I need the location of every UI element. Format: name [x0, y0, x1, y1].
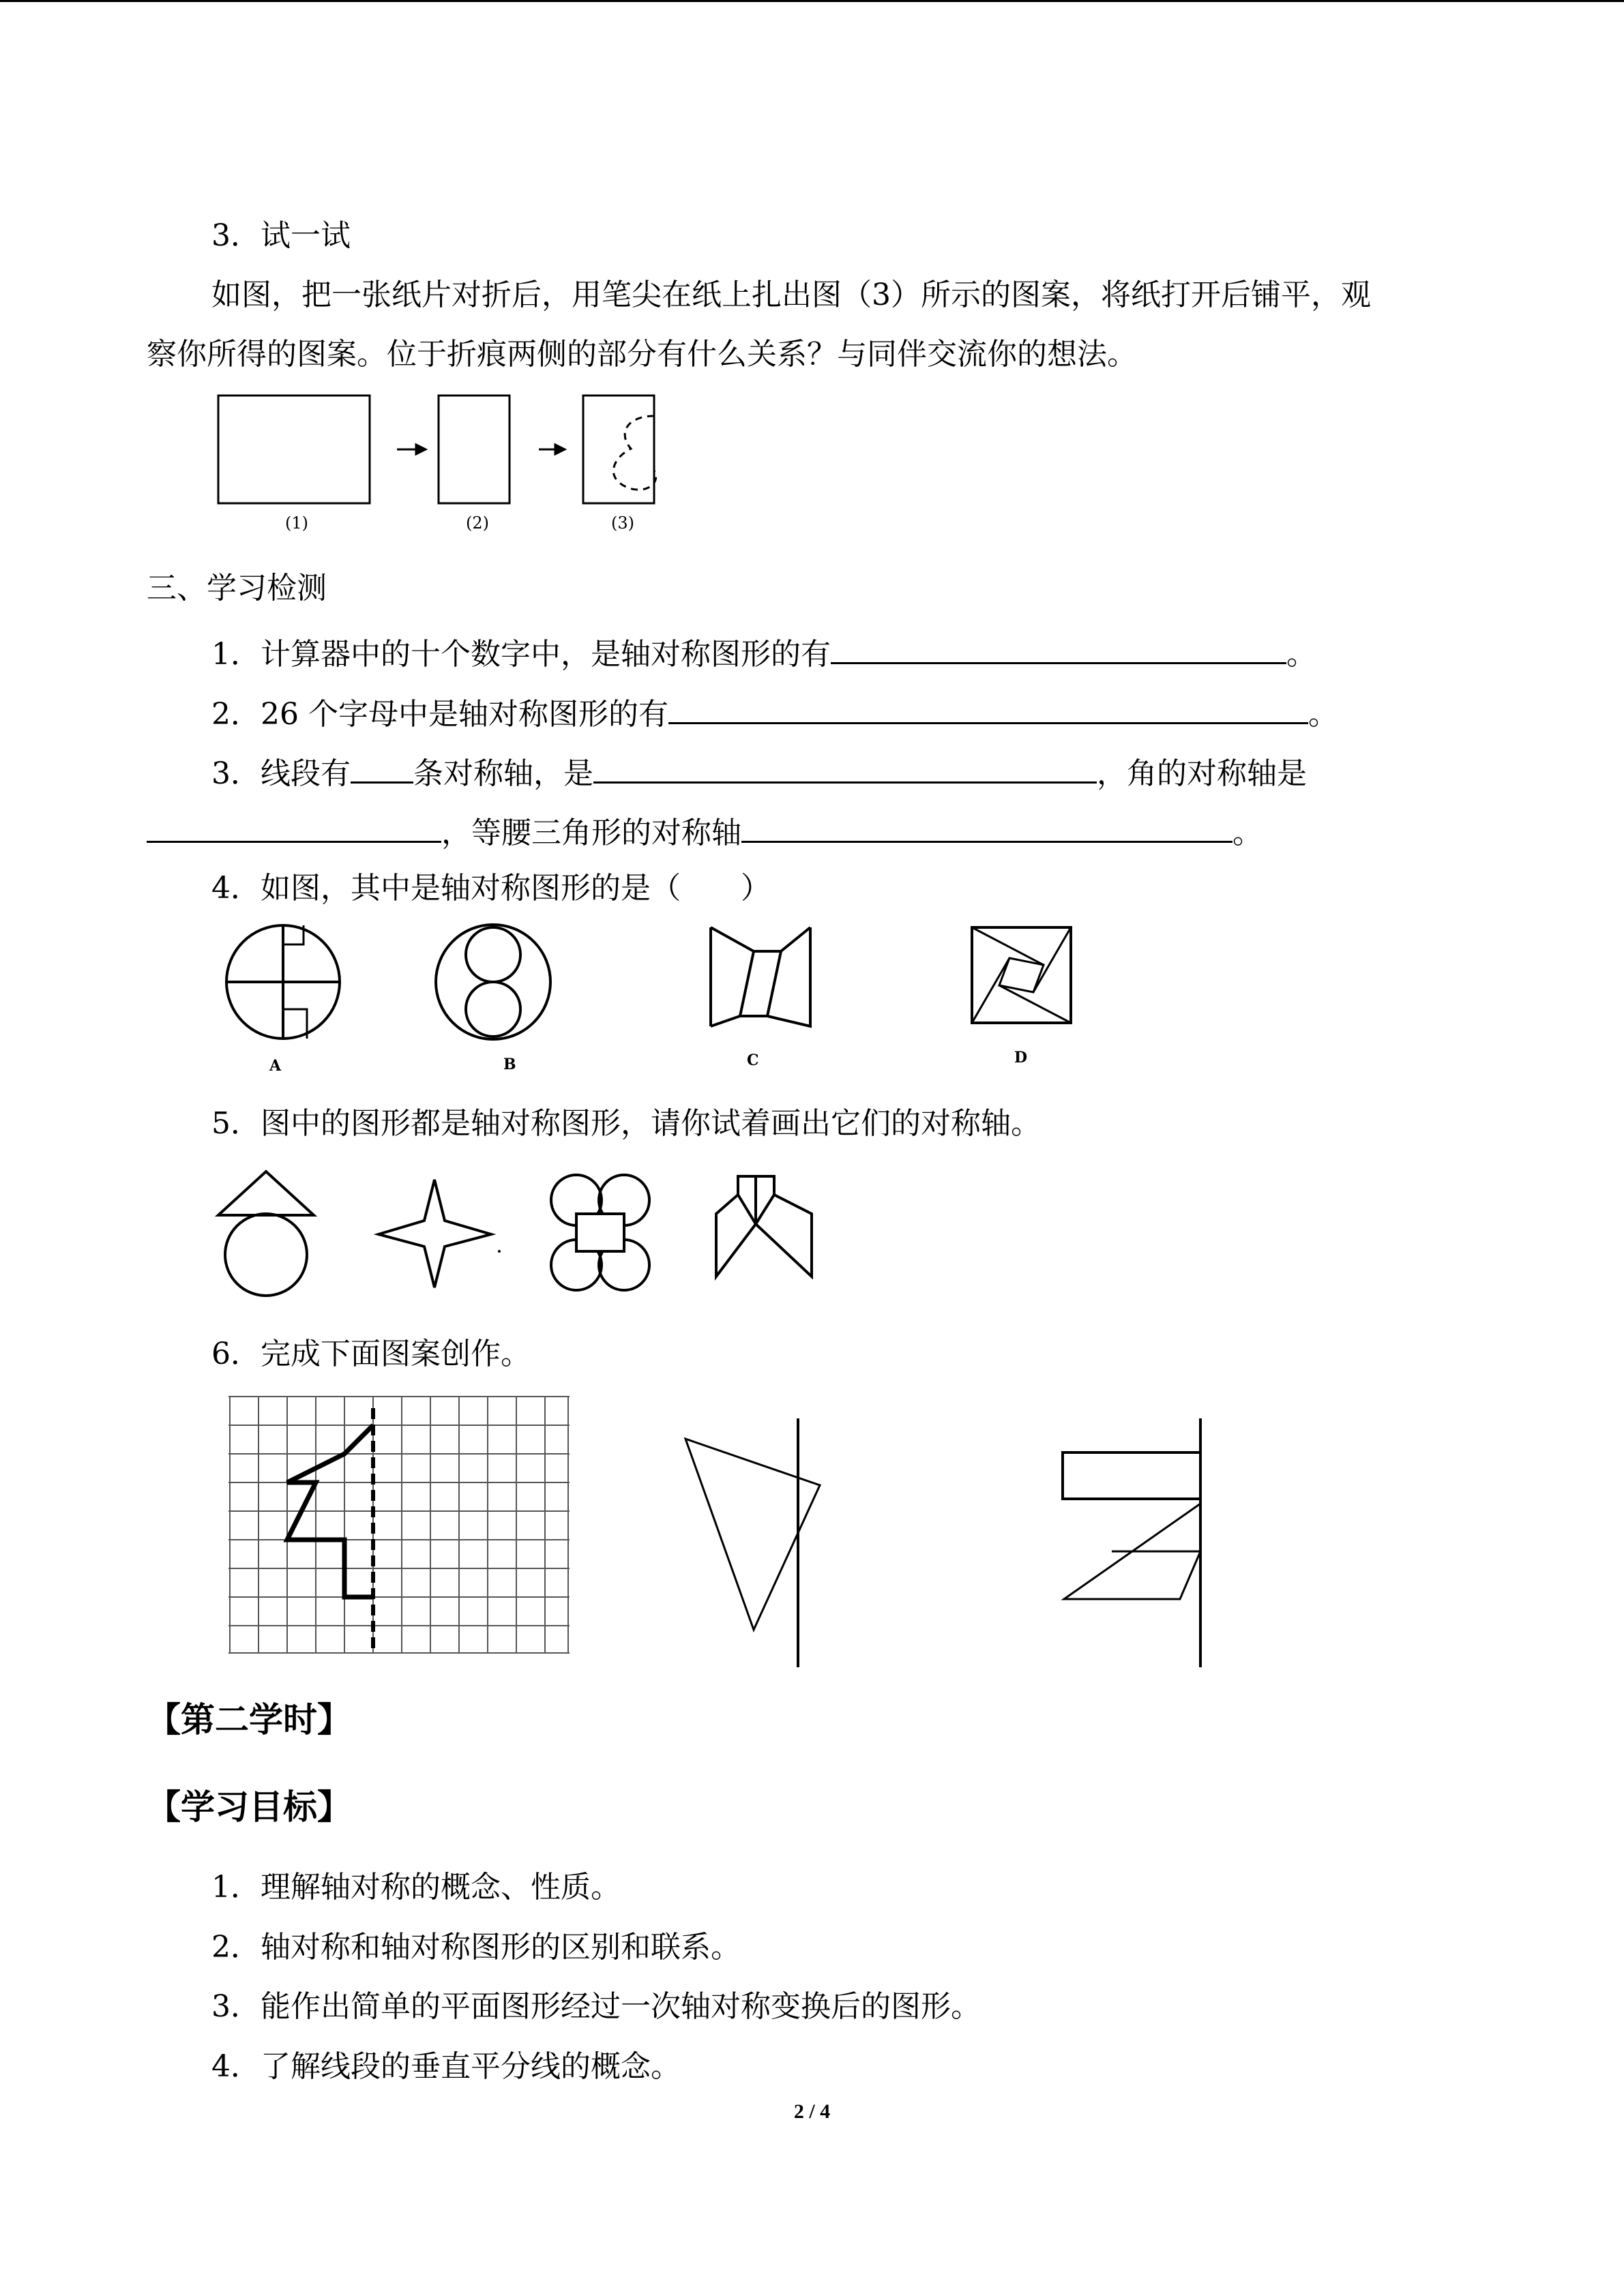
symmetric-shapes-figure [205, 1159, 832, 1302]
answer-blank-3c[interactable] [147, 809, 441, 843]
option-d-shape [972, 927, 1071, 1023]
dashed-pattern [613, 416, 655, 490]
paragraph-line-2: 察你所得的图案。位于折痕两侧的部分有什么关系？与同伴交流你的想法。 [147, 337, 1137, 372]
answer-blank-3b[interactable] [593, 750, 1097, 784]
option-a-shape [226, 925, 340, 1039]
goal-item-2: 2．轴对称和轴对称图形的区别和联系。 [211, 1930, 741, 1965]
question-3-line-1 [211, 750, 1307, 793]
four-circles-shape [551, 1175, 649, 1290]
question-2-text: 2．26 个字母中是轴对称图形的有 [211, 697, 668, 732]
rectangle [1063, 1452, 1200, 1499]
question-2 [211, 691, 1338, 734]
paper-fold-figure [205, 389, 682, 539]
question-3-part-2: 条对称轴，是 [413, 756, 593, 791]
learning-goals-heading: 【学习目标】 [147, 1787, 351, 1827]
triangle-axis-figure [668, 1398, 839, 1678]
option-c-shape [711, 927, 810, 1026]
option-label-c: C [747, 1052, 759, 1069]
question-1 [211, 631, 1316, 674]
page-number: 2 / 4 [793, 2100, 831, 2123]
question-1-text: 1．计算器中的十个数字中，是轴对称图形的有 [211, 637, 831, 672]
answer-blank-2[interactable] [668, 691, 1308, 724]
goal-item-3: 3．能作出简单的平面图形经过一次轴对称变换后的图形。 [211, 1989, 981, 2024]
option-b-shape [436, 925, 550, 1039]
paper-rect-2 [439, 396, 510, 503]
question-4: 4．如图，其中是轴对称图形的是（ ） [211, 871, 771, 906]
section-heading-test: 三、学习检测 [147, 571, 327, 606]
answer-blank-3d[interactable] [741, 809, 1232, 843]
answer-blank-3a[interactable] [351, 750, 413, 784]
section-title-try: 3．试一试 [211, 218, 351, 253]
question-1-end: 。 [1286, 637, 1316, 672]
question-6: 6．完成下面图案创作。 [211, 1337, 531, 1371]
option-label-b: B [503, 1056, 516, 1073]
four-point-star-shape [379, 1180, 491, 1287]
fig-label-3: (3) [611, 513, 634, 533]
fig-label-2: (2) [466, 513, 489, 533]
grid-creation-figure [228, 1391, 573, 1657]
question-3-part-3: ，角的对称轴是 [1097, 756, 1307, 791]
option-label-d: D [1014, 1049, 1028, 1067]
fig-label-1: (1) [285, 513, 308, 533]
top-border [0, 0, 1624, 2]
paper-rect-1 [218, 396, 370, 503]
arrow-icon [539, 445, 565, 454]
option-label-a: A [269, 1057, 282, 1075]
paragraph-line-1: 如图，把一张纸片对折后，用笔尖在纸上扎出图（3）所示的图案，将纸打开后铺平，观 [211, 278, 1371, 312]
arrow-icon [397, 445, 426, 454]
rectangle-axis-figure [1050, 1398, 1221, 1678]
goal-item-4: 4．了解线段的垂直平分线的概念。 [211, 2049, 681, 2084]
triangle-circle-shape [218, 1172, 314, 1296]
question-2-end: 。 [1308, 697, 1338, 732]
question-3-line-2 [147, 809, 1263, 852]
paper-rect-3 [583, 396, 654, 503]
answer-blank-1[interactable] [831, 631, 1286, 664]
question-3-end: 。 [1232, 816, 1263, 850]
symmetry-choice-figure [205, 907, 1105, 1091]
goal-item-1: 1．理解轴对称的概念、性质。 [211, 1870, 621, 1905]
question-3-part-4: ，等腰三角形的对称轴 [441, 816, 741, 850]
chevron-shape [716, 1176, 812, 1277]
triangle [685, 1439, 820, 1630]
lesson-2-heading: 【第二学时】 [147, 1699, 351, 1740]
question-5: 5．图中的图形都是轴对称图形，请你试着画出它们的对称轴。 [211, 1106, 1041, 1141]
question-3-part-1: 3．线段有 [211, 756, 351, 791]
